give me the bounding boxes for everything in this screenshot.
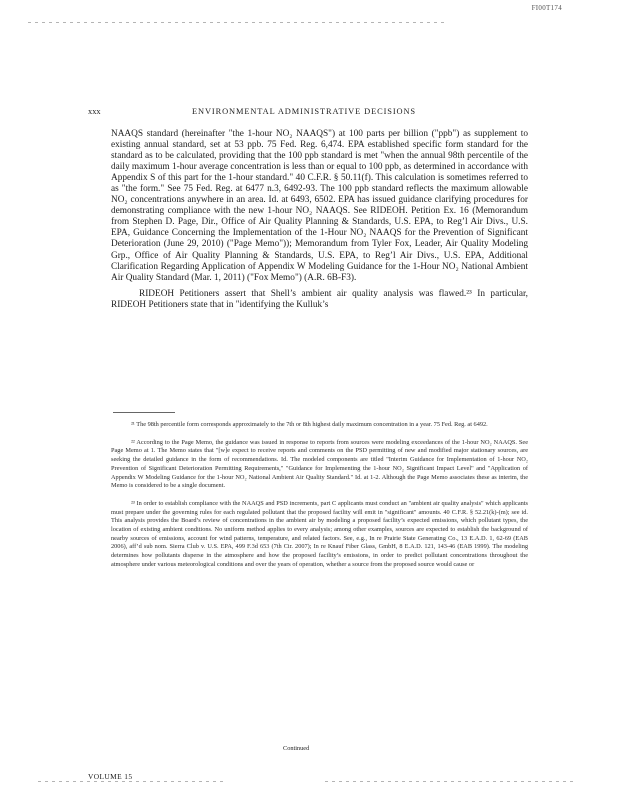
footnotes	[111, 421, 528, 579]
document-id: FI00T174	[531, 4, 562, 12]
running-title: ENVIRONMENTAL ADMINISTRATIVE DECISIONS	[192, 107, 416, 116]
continued-marker: Continued	[283, 745, 310, 752]
body-text	[111, 129, 528, 311]
page-number: xxx	[88, 107, 101, 116]
top-scan-line	[28, 22, 448, 23]
bottom-scan-line-left	[38, 781, 223, 782]
volume-footer: VOLUME 15	[88, 772, 133, 781]
bottom-scan-line-right	[325, 781, 575, 782]
footnote-21: ²¹ The 98th percentile form corresponds approximately to the 7th or 8th highest daily maximum concentration in a year. 75 Fed. Reg. at 6492.	[131, 421, 488, 428]
footnote-22: ²² According to the Page Memo, the guidance was issued in response to reports from sources were modeling exceedances of the 1-hour NO₂ NAAQS. See Page Memo at 1. The Memo states that "[w]e expect to receive reports and comments on the PSD permitting of new and modified major stationary sources, are seeking the detailed guidance in the form of recommendations. Id. The modeled components are titled "Interim Guidance for Implementation of 1-hour NO₂ Prevention of Significant Deterioration Permitting Requirements," "Guidance for Implementing the 1-hour NO₂ Significant Impact Level" and "Application of Appendix W Modeling Guidance for the 1-hour NO₂ National Ambient Air Quality Standard." Id. at 1-2. Although the Page Memo associates these as interim, the Memo is considered to be a single document.	[111, 438, 528, 490]
footnote-rule	[113, 412, 175, 413]
body-paragraph-1: NAAQS standard (hereinafter "the 1-hour NO₂ NAAQS") at 100 parts per billion ("ppb") as supplement to existing annual standard, set at 53 ppb. 75 Fed. Reg. 6,474. EPA established specific form standard for the standard as to be calculated, providing that the 100 ppb standard is met "when the annual 98th percentile of the daily maximum 1-hour average concentration is less than or equal to 100 ppb, as determined in accordance with Appendix S of this part for the 1-hour standard." 40 C.F.R. § 50.11(f). This calculation is sometimes referred to as "the form." See 75 Fed. Reg. at 6477 n.3, 6492-93. The 100 ppb standard reflects the maximum allowable NO₂ concentrations anywhere in an area. Id. at 6493, 6502. EPA has issued guidance clarifying procedures for demonstrating compliance with the new 1-hour NO₂ NAAQS. See RIDEOH. Petition Ex. 16 (Memorandum from Stephen D. Page, Dir., Office of Air Quality Planning & Standards, U.S. EPA, to Reg’l Air Divs., U.S. EPA, Guidance Concerning the Implementation of the 1-Hour NO₂ NAAQS for the Prevention of Significant Deterioration (June 29, 2010) ("Page Memo")); Memorandum from Tyler Fox, Leader, Air Quality Modeling Grp., Office of Air Quality Planning & Standards, U.S. EPA, to Reg’l Air Divs., U.S. EPA, Additional Clarification Regarding Application of Appendix W Modeling Guidance for the 1-Hour NO₂ National Ambient Air Quality Standard (Mar. 1, 2011) ("Fox Memo") (A.R. 6B-F3).	[111, 129, 528, 283]
body-paragraph-2: RIDEOH Petitioners assert that Shell’s ambient air quality analysis was flawed.²³ In particular, RIDEOH Petitioners state that in "identifying the Kulluk’s	[111, 288, 528, 310]
footnote-23: ²³ In order to establish compliance with the NAAQS and PSD increments, part C applicants must conduct an "ambient air quality analysis" which applicants must prepare under the governing rules for each regulated pollutant that the proposed facility will emit in "significant" amounts. 40 C.F.R. § 52.21(k)-(m); see id. This analysis provides the Board’s review of concentrations in the ambient air by modeling a proposed facility’s expected emissions, which pollutant types, the location of existing ambient conditions. No uniform method applies to every analysis; among other examples, sources are expected to establish the background of nearby sources of emissions, account for wind patterns, temperature, and related factors. See, e.g., In re Prairie State Generating Co., 13 E.A.D. 1, 62-69 (EAB 2006), aff’d sub nom. Sierra Club v. U.S. EPA, 499 F.3d 653 (7th Cir. 2007); In re Knauf Fiber Glass, GmbH, 8 E.A.D. 121, 143-46 (EAB 1999). The modeling determines how pollutants disperse in the atmosphere and how the proposed facility’s emissions, in order to predict pollutant concentrations throughout the atmosphere under various meteorological conditions and over the years of operation, whether a source from the proposed source would cause or	[111, 499, 528, 568]
